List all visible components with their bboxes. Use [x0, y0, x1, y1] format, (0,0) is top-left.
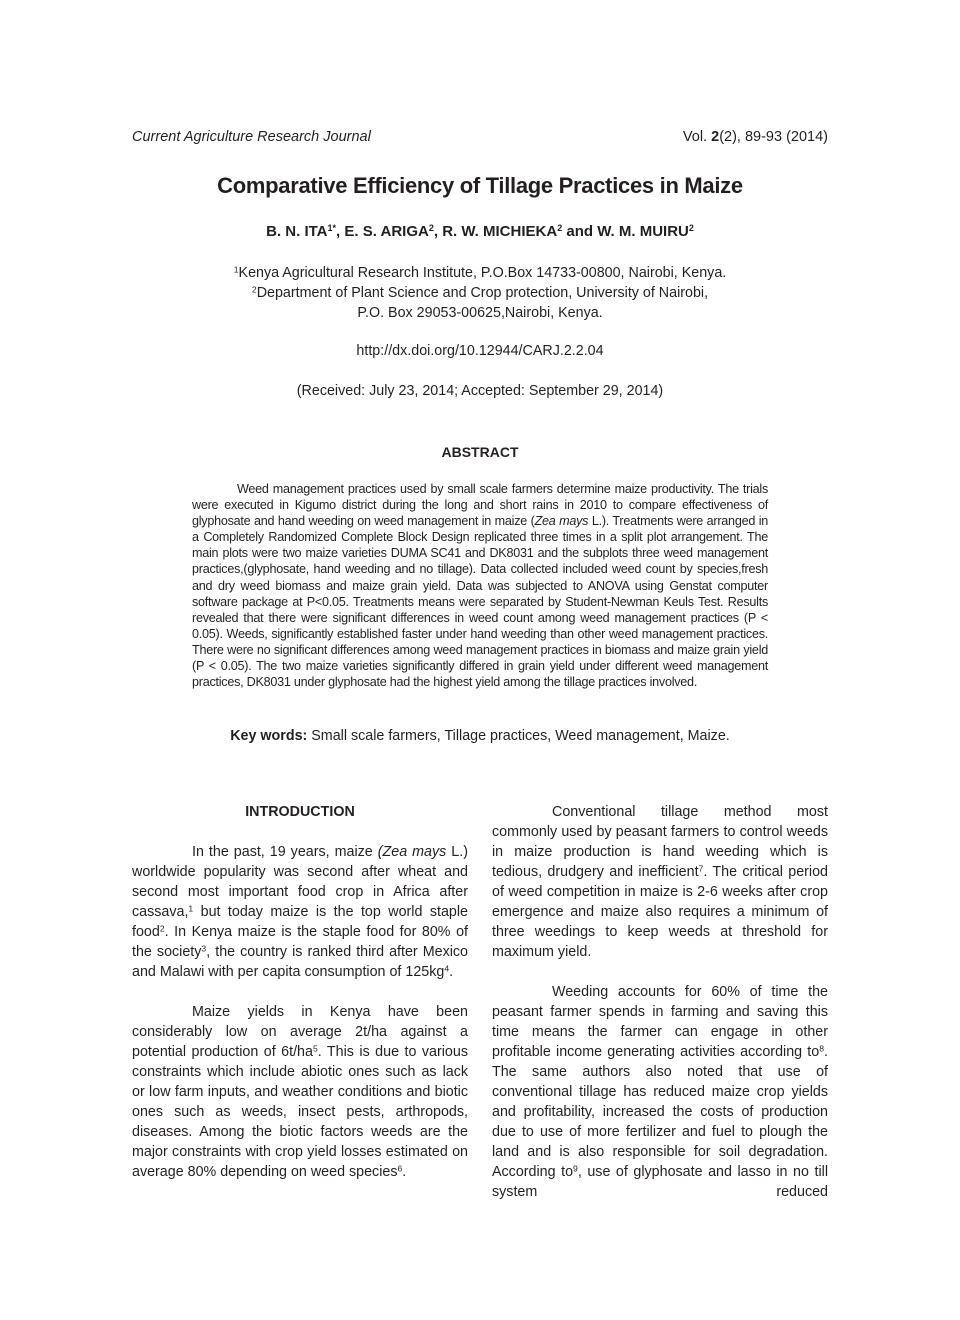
doi-link[interactable]: http://dx.doi.org/10.12944/CARJ.2.2.04 — [356, 343, 604, 359]
author: B. N. ITA — [266, 223, 328, 240]
abstract-body: Weed management practices used by small scale farmers determine maize productivity. The trials were executed in Kigumo district during the long and short rains in 2010 to compare effectiveness of glyphosate and hand weeding on weed management in maize (Zea mays L.). Treatments were arranged in a Completely Randomized Complete Block Design replicated three times in a split plot arrangement. The main plots were two maize varieties DUMA SC41 and DK8031 and the subplots three weed management practices,(glyphosate, hand weeding and no tillage). Data collected included weed count by species,fresh and dry weed biomass and maize grain yield. Data was subjected to ANOVA using Genstat computer software package at P<0.05. Treatments means were separated by Student-Newman Keuls Test. Results revealed that there were significant differences in weed count among weed management practices (P < 0.05). Weeds, significantly established faster under hand weeding than other weed management practices. There were no significant differences among weed management practices in biomass and maize grain yield (P < 0.05). The two maize varieties significantly differed in grain yield under different weed management practices, DK8031 under glyphosate had the highest yield among the tillage practices involved. — [192, 482, 768, 690]
keywords-label: Key words: — [230, 728, 308, 744]
volume-info: Vol. 2(2), 89-93 (2014) — [682, 129, 828, 145]
abstract-heading: ABSTRACT — [441, 444, 519, 460]
affiliations — [0, 263, 960, 323]
paragraph: In the past, 19 years, maize (Zea mays L.) worldwide popularity was second after wheat and second most important food crop in Africa after cassava,$^1$ but today maize is the top world staple food$^2$. In Kenya maize is the staple food for 80% of the society$^3$, the country is ranked third after Mexico and Malawi with per capita consumption of $125kg^4$. — [132, 844, 469, 980]
paragraph: Maize yields in Kenya have been considerably low on average 2t/ha against a potential production of $6t/ha^5$. This is due to various constraints which include abiotic ones such as lack or low farm inputs, and weather conditions and biotic ones such as weeds, insect pests, arthropods, diseases. Among the biotic factors weeds are the major constraints with crop yield losses estimated on average 80% depending on weed species$^6$. — [132, 1004, 468, 1180]
column-left — [132, 802, 468, 1202]
section-heading-introduction: INTRODUCTION — [245, 804, 355, 820]
journal-name: Current Agriculture Research Journal — [132, 129, 371, 145]
running-header — [132, 129, 828, 145]
column-right — [492, 802, 828, 1222]
keywords-text: Small scale farmers, Tillage practices, Weed management, Maize. — [307, 728, 730, 744]
received-accepted-dates: (Received: July 23, 2014; Accepted: September 29, 2014) — [296, 383, 664, 399]
paragraph: Conventional tillage method most commonly used by peasant farmers to control weeds in maize production is hand weeding which is tedious, drudgery and inefficient$^7$. The critical period of weed competition in maize is 2-6 weeks after crop emergence and maize also requires a minimum of three weedings to keep weeds at threshold for maximum yield. — [492, 804, 828, 960]
author: W. M. MUIRU — [597, 223, 689, 240]
affiliation-1: $^1$Kenya Agricultural Research Institute, P.O.Box 14733-00800, Nairobi, Kenya. — [233, 264, 727, 281]
paragraph: Weeding accounts for 60% of time the peasant farmer spends in farming and saving this time means the farmer can engage in other profitable income generating activities according $to^8$. The same authors also noted that use of conventional tillage has reduced maize crop yields and profitability, increased the costs of production due to use of more fertilizer and fuel to plough the land and is also responsible for soil degradation. According $to^9$, use of glyphosate and lasso in no till system reduced — [492, 984, 828, 1200]
paper-title: Comparative Efficiency of Tillage Practices in Maize — [217, 173, 743, 198]
affiliation-2-address: P.O. Box 29053-00625,Nairobi, Kenya. — [357, 305, 603, 321]
author-list: B. N. $ITA^{1*}$, E. S. ARIGA$^2$, R. W. MICHIEKA$^2$ and W. M. MUIRU$^2$ — [266, 223, 694, 240]
author: E. S. ARIGA — [344, 223, 429, 240]
affiliation-2: $^2$Department of Plant Science and Crop protection, University of Nairobi, — [251, 284, 709, 301]
author: R. W. MICHIEKA — [442, 223, 558, 240]
keywords — [0, 728, 960, 744]
